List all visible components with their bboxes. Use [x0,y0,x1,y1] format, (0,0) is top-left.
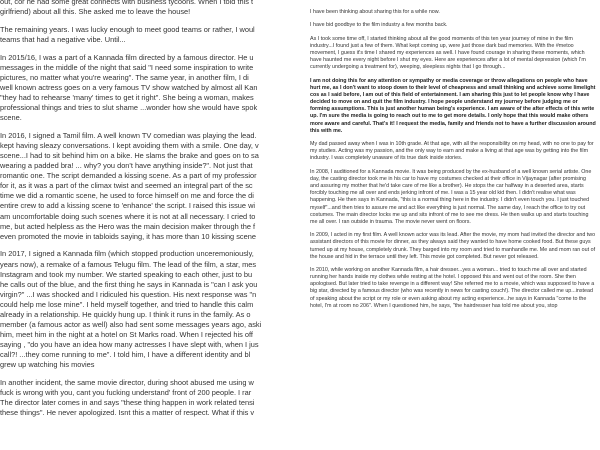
text-line: well known actress goes on a very famous TV show watched by almost all Kan [0,82,258,92]
left-paragraph [0,53,293,124]
text-line: could help me lose mine". I held myself together, and tried to handle this calm [0,299,254,309]
text-line: saying , "do you have an idea how many actresses I have slept with, when I jus [0,340,259,350]
text-line: professional things and tries to slut shame ...wonder how she would have spok [0,103,258,113]
text-line: years now), a remake of a famous Telugu film. The lead of the film, a star, mes [0,259,257,269]
statement-paragraph: I am not doing this for any attention or sympathy or media coverage or throw allegations on people who have hurt me, as I don't want to stoop down to their level of cheapness and small thinking and achieve some limelight cos as I said before, I am out of this field of entertainment. I am sharing this just to let people know why I have decided to move on and quit the film industry. I hope people understand my journey before judging me or forming assumptions. This is just another human being's experience. I am aware of the after effects of this write up. I'm sure the media is going to reach out to me to get more details. I only hope that this would make others more aware and careful. That's it! I request the media, family and friends not to have a further discussion around this with me. [310,77,596,134]
text-line: scene...I had to sit behind him on a bike. He slams the brake and goes on to sa [0,151,259,160]
text-line: for it, as it was a part of the climax twist and seemed an integral part of the sc [0,181,253,191]
left-paragraph [0,0,293,17]
left-paragraph [0,25,293,45]
right-paragraph: My dad passed away when I was in 10th grade. At that age, with all the responsibility on my head, with no one to pay for my studies. Acting was my passion, and the only way to earn and make a living at that age was by getting into the film industry. I was completely unaware of its true dark inside stories. [310,141,594,162]
text-line: am uncomfortable doing such scenes where it is not at all necessary. I cried to [0,211,256,221]
text-line: me, but acted helpless as the Hero was the main decision maker through the f [0,221,256,231]
text-line: messages in the middle of the night that said "I need some inspiration to write [0,62,254,72]
text-line: "they had to rehearse 'many' times to get it right". She being a woman, makes [0,92,254,102]
right-paragraph: I have been thinking about sharing this for a while now. [310,9,440,15]
right-paragraph: In 2009, I acted in my first film. A well known actor was its lead. After the movie, my mom had invited the director and two assistant directors of this movie for dinner, as they always said they wanted to have home cooked food. But these guys turned up at my house, completely drunk. They barged into my room and tried to manhandle me. Me and mom ran out of the house and hid in the terrace until they left. This movie got completed. But never got released. [310,232,596,260]
text-line: already in a relationship. He quickly hung up. I think it runs in the family. As o [0,310,251,319]
text-line: entire crew to add a kissing scene to 'enhance' the script. I raised this issue wi [0,201,256,211]
left-paragraph [0,249,293,370]
text-line: girlfriend) about all this. She asked me to leave the house! [0,7,191,17]
left-column-body [0,0,293,426]
text-line: virgin?" ...I was shocked and I ridiculed his question. His next response was "n [0,289,257,299]
text-line: time we did a romantic scene, he used to force himself on me and force the di [0,191,254,201]
left-paragraph [0,131,293,242]
text-line: The remaining years. I was lucky enough to meet good teams or rather, I woul [0,24,255,34]
text-line: grew up watching his movies [0,360,95,370]
right-paragraph: As I took some time off, I started thinking about all the good moments of this ten year journey of mine in the film industry...I found just a few of them. What kept coming up, were just those dark bad memories. With the #metoo movement, I guess it's time I shared my experiences as well. I have found courage in sharing these moments, which have haunted me every night before I shut my eyes. Here are experiences after a lot of mental depression (which I'm currently undergoing a treatment for), weeping, sleepless nights that I go through... [310,35,586,71]
text-line: kept having sleazy conversations. I kept avoiding them with a smile. One day, v [0,140,259,150]
text-line: call?! ...they come running to me". I told him, I have a different identity and bl [0,350,251,360]
text-line: wearing a padded bra! ... why? you don't have anything inside?". Not just that [0,161,253,171]
text-line: Instagram and took my number. We started speaking to each other, just to bu [0,269,253,279]
text-line: scene. [0,113,22,123]
text-line: romantic one. The script demanded a kissing scene. As a part of my professior [0,171,257,181]
text-line: In 2015/16, I was a part of a Kannada film directed by a famous director. He u [0,52,254,62]
text-line: even promoted the movie in tabloids saying, it has more than 10 kissing scene [0,231,256,241]
right-paragraph: I have bid goodbye to the film industry a few months back. [310,22,448,29]
text-line: In 2016, I signed a Tamil film. A well known TV comedian was playing the lead. [0,130,257,140]
text-line: pictures, no matter what you're wearing". The same year, in another film, I di [0,72,249,82]
text-line: out, cor he had some great connects with business tycoons. When I told this t [0,0,254,6]
text-line: teams that had a negative vibe. Until... [0,34,126,44]
text-line: these things". He never apologized. Isnt this a matter of respect. What if this v [0,408,255,418]
text-line: In 2017, I signed a Kannada film (which stopped production unceremoniously, [0,249,254,259]
text-line: member (a famous actor as well) also had sent some messages years ago, aski [0,320,262,330]
text-line: fuck is wrong with you, cant you fucking understand' front of 200 people. I rar [0,388,252,398]
right-paragraph: In 2010, while working on another Kannada film, a hair dresser...yes a woman... tried to touch me all over and started running her hands inside my clothes while resting at the hotel. I opposed this and went out of the room. She then apologised. But later tried to take revenge in a different way! She referred me to a movie, which was supposed to have a big star, directed by a famous director (who was recently in news for casting couch!). The director called me up...instead of speaking about the script or my role or even asking about my acting experience...he says in Kannada "come to the hotel, I'm at room no 206". When I questioned him, he says, "the hairdresser has told me about you, stop [310,267,595,309]
text-line: him, meet him in the night at a hotel on St Marks road. When I rejected his off [0,330,253,340]
text-line: The director later comes in and says "these thing happen in work related tensi [0,398,255,408]
right-column-body [310,9,596,316]
text-line: he calls out of the blue, and the first thing he says in Kannada is "can I ask you [0,279,258,289]
right-paragraph: In 2008, I auditioned for a Kannada movie. It was being produced by the ex-husband of a well known serial artiste. One day, the casting director took me in his car to have my costumes checked at their office in Vijaynagar (after promising and assuring my mother that he'd take care of me like a brother). He stops the car halfway in a deserted area, starts forcibly touching me all over and ends jerking infront of me. I was a 15 year old kid then. I didn't realise what was happening. He then says in Kannada, "this is a normal thing here in the industry. I didn't even touch you. I just touched myself"...and then tries to assure me and act like everything is just normal. The same day, I reach the office to try out costumes. The main director locks me up and sits infront of me to see me dress. He then walks up and starts touching me all over. I ran outside in trauma. The movie never went on floors. [310,168,592,225]
right-text-column [300,0,600,450]
left-paragraph [0,378,293,418]
text-line: In another incident, the same movie director, during shoot abused me using w [0,378,254,388]
left-text-column [0,0,293,450]
